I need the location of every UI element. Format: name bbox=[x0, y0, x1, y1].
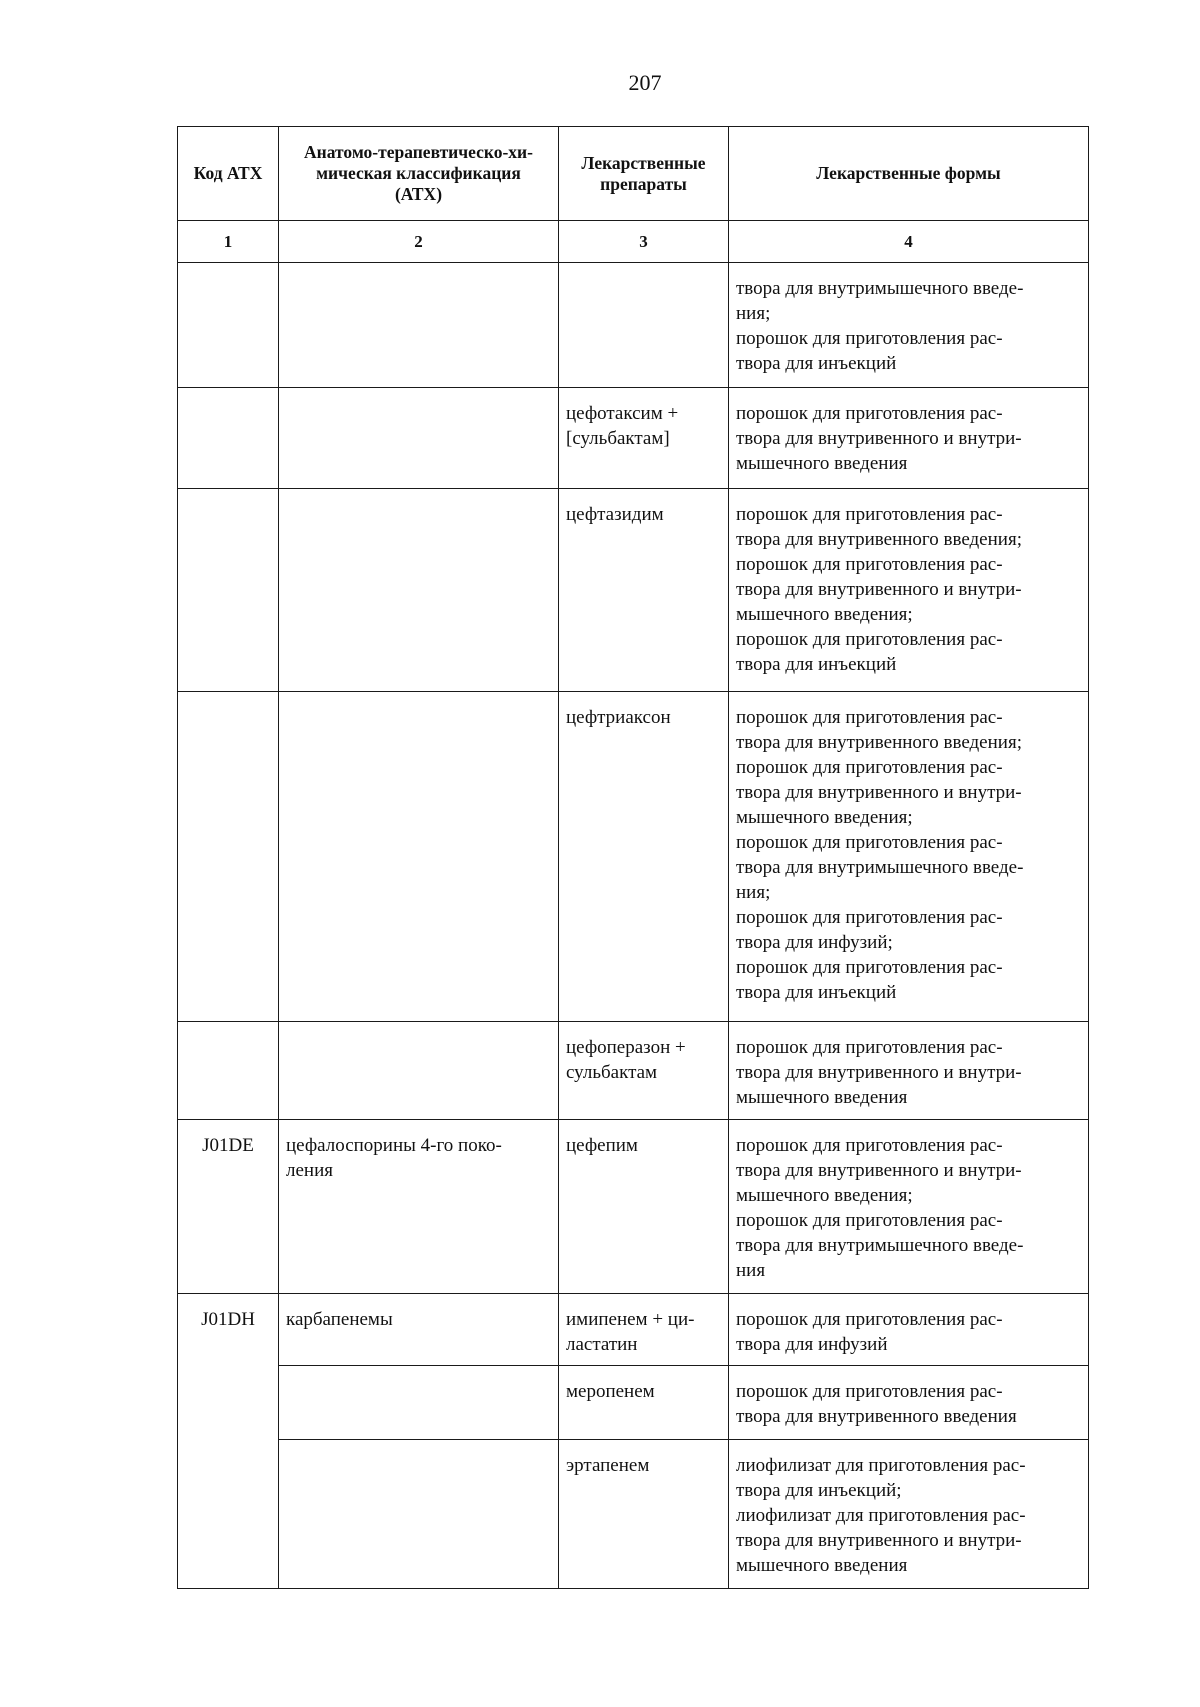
drug-cell: цефепим bbox=[559, 1120, 729, 1294]
dosage-forms-cell: порошок для приготовления рас- твора для внутривенного введения bbox=[729, 1366, 1089, 1440]
column-number: 3 bbox=[559, 221, 729, 263]
header-dosage-forms: Лекарственные формы bbox=[729, 127, 1089, 221]
atx-code-cell bbox=[178, 489, 279, 692]
dosage-forms-cell: твора для внутримышечного введе- ния; порошок для приготовления рас- твора для инъекций bbox=[729, 263, 1089, 388]
atx-code-cell bbox=[178, 692, 279, 1022]
atx-classification-cell bbox=[279, 1440, 559, 1589]
atx-drug-table bbox=[177, 126, 1089, 1589]
atx-code-cell: J01DH bbox=[178, 1294, 279, 1589]
drug-cell: меропенем bbox=[559, 1366, 729, 1440]
column-number: 2 bbox=[279, 221, 559, 263]
dosage-forms-cell: лиофилизат для приготовления рас- твора для инъекций; лиофилизат для приготовления рас- твора для внутривенного и внутри- мышечного введения bbox=[729, 1440, 1089, 1589]
table-row bbox=[178, 1294, 1089, 1366]
table-row bbox=[178, 1022, 1089, 1120]
table-row bbox=[178, 263, 1089, 388]
dosage-forms-cell: порошок для приготовления рас- твора для внутривенного введения; порошок для приготовления рас- твора для внутривенного и внутри- мышечного введения; порошок для приготовления рас- твора для инъекций bbox=[729, 489, 1089, 692]
atx-classification-cell bbox=[279, 489, 559, 692]
atx-classification-cell bbox=[279, 1366, 559, 1440]
atx-code-cell bbox=[178, 263, 279, 388]
atx-classification-cell bbox=[279, 263, 559, 388]
drug-cell: цефотаксим + [сульбактам] bbox=[559, 388, 729, 489]
atx-classification-cell bbox=[279, 1022, 559, 1120]
column-number-row bbox=[178, 221, 1089, 263]
atx-classification-cell: карбапенемы bbox=[279, 1294, 559, 1366]
drug-cell: цефтриаксон bbox=[559, 692, 729, 1022]
atx-classification-cell bbox=[279, 388, 559, 489]
page-number: 207 bbox=[628, 70, 662, 95]
table-row bbox=[178, 692, 1089, 1022]
drug-cell: имипенем + ци- ластатин bbox=[559, 1294, 729, 1366]
atx-code-cell: J01DE bbox=[178, 1120, 279, 1294]
drug-cell: цефоперазон + сульбактам bbox=[559, 1022, 729, 1120]
dosage-forms-cell: порошок для приготовления рас- твора для внутривенного и внутри- мышечного введения bbox=[729, 1022, 1089, 1120]
header-atx-classification: Анатомо-терапевтическо-хи- мическая классификация (АТХ) bbox=[279, 127, 559, 221]
column-number: 1 bbox=[178, 221, 279, 263]
dosage-forms-cell: порошок для приготовления рас- твора для внутривенного и внутри- мышечного введения; порошок для приготовления рас- твора для внутримышечного введе- ния bbox=[729, 1120, 1089, 1294]
drug-cell: эртапенем bbox=[559, 1440, 729, 1589]
drug-cell: цефтазидим bbox=[559, 489, 729, 692]
table-row bbox=[178, 388, 1089, 489]
table-row bbox=[178, 1440, 1089, 1589]
atx-classification-cell: цефалоспорины 4-го поко- ления bbox=[279, 1120, 559, 1294]
atx-classification-cell bbox=[279, 692, 559, 1022]
atx-code-cell bbox=[178, 1022, 279, 1120]
dosage-forms-cell: порошок для приготовления рас- твора для инфузий bbox=[729, 1294, 1089, 1366]
table-header-row bbox=[178, 127, 1089, 221]
header-drugs: Лекарственные препараты bbox=[559, 127, 729, 221]
table-row bbox=[178, 489, 1089, 692]
atx-code-cell bbox=[178, 388, 279, 489]
dosage-forms-cell: порошок для приготовления рас- твора для внутривенного введения; порошок для приготовления рас- твора для внутривенного и внутри- мышечного введения; порошок для приготовления рас- твора для внутримышечного введе- ния; порошок для приготовления рас- твора для инфузий; порошок для приготовления рас- твора для инъекций bbox=[729, 692, 1089, 1022]
column-number: 4 bbox=[729, 221, 1089, 263]
dosage-forms-cell: порошок для приготовления рас- твора для внутривенного и внутри- мышечного введения bbox=[729, 388, 1089, 489]
drug-cell bbox=[559, 263, 729, 388]
table-row bbox=[178, 1120, 1089, 1294]
header-atx-code: Код АТХ bbox=[178, 127, 279, 221]
table-row bbox=[178, 1366, 1089, 1440]
